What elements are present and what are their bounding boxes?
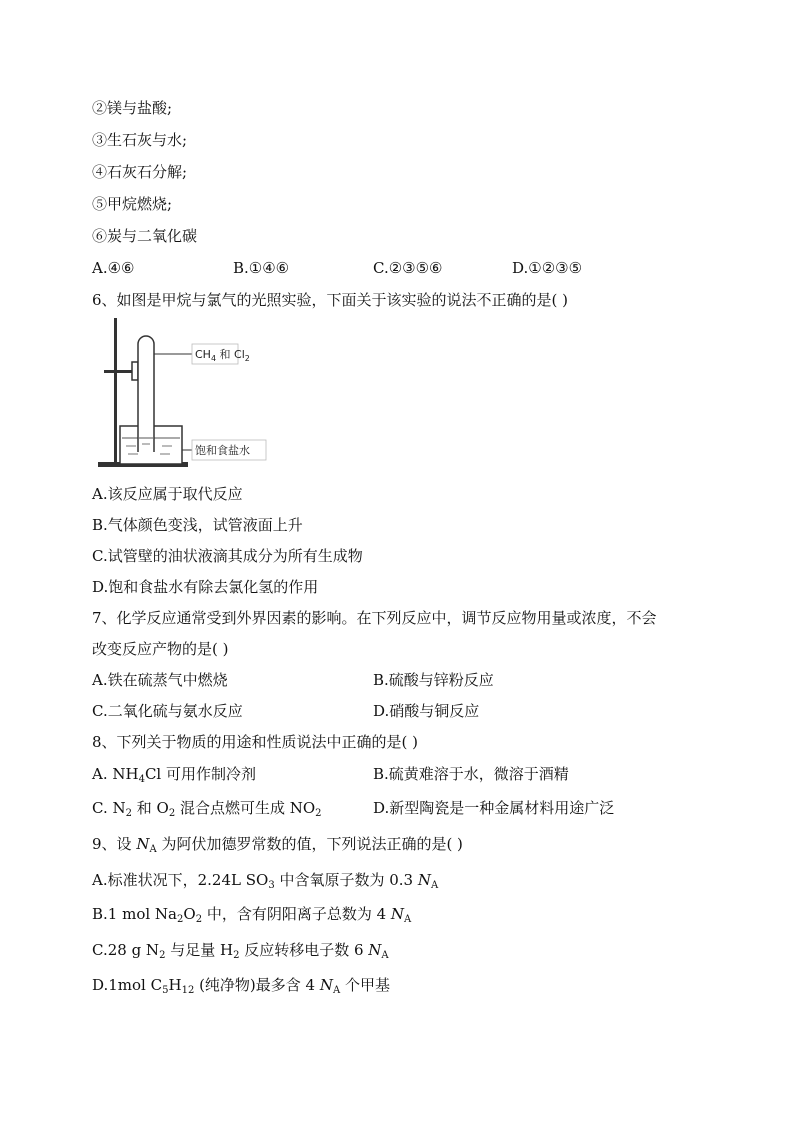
q5-option-c: C.②③⑤⑥ [373,259,443,277]
q9-option-a: A.标准状况下，2.24L $SO_3$ 中含氧原子数为 0.3 $N_A$ [92,871,439,891]
q7-option-a: A.铁在硫蒸气中燃烧 [92,671,228,689]
gas-label: $CH_4$ 和 $Cl_2$ [195,348,250,363]
q8-option-a: A. $NH_4Cl$ 可用作制冷剂 [92,765,256,785]
reaction-item-4: ④石灰石分解; [92,163,188,181]
q9-stem: 9、设 $N_A$ 为阿伏加德罗常数的值，下列说法正确的是( ) [92,835,463,855]
methane-chlorine-apparatus-figure [96,314,276,472]
q6-option-d: D.饱和食盐水有除去氯化氢的作用 [92,578,319,596]
clamp-holder [132,362,138,380]
q9-option-d: D.1mol $C_5H_{12}$ (纯净物)最多含 4 $N_A$ 个甲基 [92,976,391,996]
q7-option-d: D.硝酸与铜反应 [373,702,480,720]
stand-rod [114,318,117,464]
q7-option-b: B.硫酸与锌粉反应 [373,671,494,689]
q7-stem-line-2: 改变反应产物的是( ) [92,640,229,658]
q6-option-b: B.气体颜色变浅，试管液面上升 [92,516,303,534]
q5-option-b: B.①④⑥ [233,259,290,277]
q7-option-c: C.二氧化硫与氨水反应 [92,702,243,720]
q5-option-a: A.④⑥ [92,259,135,277]
q6-option-a: A.该反应属于取代反应 [92,485,243,503]
q5-option-d: D.①②③⑤ [512,259,583,277]
reaction-item-3: ③生石灰与水; [92,131,188,149]
reaction-item-5: ⑤甲烷燃烧; [92,195,173,213]
q8-stem: 8、下列关于物质的用途和性质说法中正确的是( ) [92,733,419,751]
q8-option-b: B.硫黄难溶于水，微溶于酒精 [373,765,569,783]
q9-option-c: C.28 g $N_2$ 与足量 $H_2$ 反应转移电子数 6 $N_A$ [92,941,389,961]
q8-option-d: D.新型陶瓷是一种金属材料用途广泛 [373,799,615,817]
water-label: 饱和食盐水 [195,444,250,457]
reaction-item-6: ⑥炭与二氧化碳 [92,227,198,245]
reaction-item-2: ②镁与盐酸; [92,99,173,117]
q6-stem: 6、如图是甲烷与氯气的光照实验，下面关于该实验的说法不正确的是( ) [92,291,569,309]
q6-option-c: C.试管壁的油状液滴其成分为所有生成物 [92,547,363,565]
q9-option-b: B.1 mol $Na_2O_2$ 中，含有阴阳离子总数为 4 $N_A$ [92,905,412,925]
clamp-arm [104,370,132,373]
q8-option-c: C. $N_2$ 和 $O_2$ 混合点燃可生成 $NO_2$ [92,799,322,819]
test-tube [138,336,154,452]
q7-stem-line-1: 7、化学反应通常受到外界因素的影响。在下列反应中，调节反应物用量或浓度，不会 [92,609,657,627]
